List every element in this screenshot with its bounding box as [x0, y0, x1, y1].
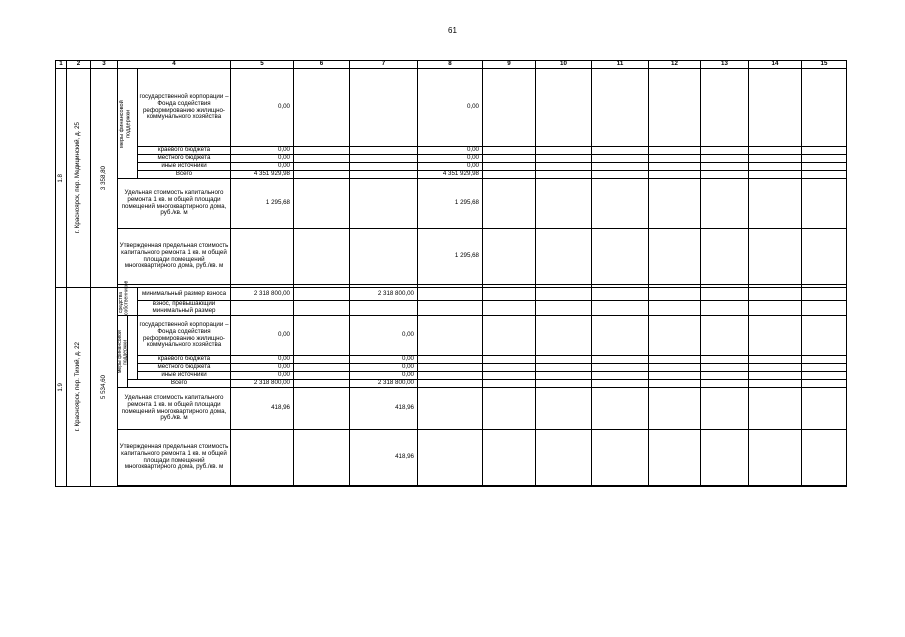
- header-col-12: 12: [649, 61, 701, 69]
- header-col-1: 1: [56, 61, 67, 69]
- table-row: Утвержденная предельная стоимость капитального ремонта 1 кв. м общей площади помещений многоквартирного дома, руб./кв. м 418,96: [56, 430, 847, 486]
- table-row: иные источники 0,00 0,00: [56, 163, 847, 171]
- table-row: иные источники 0,00 0,00: [56, 372, 847, 380]
- area: 5 534,60: [91, 288, 118, 487]
- table-row: местного бюджета 0,00 0,00: [56, 155, 847, 163]
- address: г. Красноярск, пер. Тихий, д. 22: [67, 288, 91, 487]
- unit-cost-label: Удельная стоимость капитального ремонта 1 кв. м общей площади помещений многоквартирного дома, руб./кв. м: [118, 179, 231, 229]
- regional-label: краевого бюджета: [138, 356, 231, 364]
- table-row: краевого бюджета 0,00 0,00: [56, 356, 847, 364]
- header-col-14: 14: [749, 61, 802, 69]
- area: 3 358,80: [91, 69, 118, 288]
- measures-label: меры финансовой поддержки: [118, 316, 128, 388]
- table-row: Удельная стоимость капитального ремонта 1 кв. м общей площади помещений многоквартирного дома, руб./кв. м 418,96 418,96: [56, 388, 847, 430]
- header-col-3: 3: [91, 61, 118, 69]
- total-label: Всего: [128, 380, 231, 388]
- owner-funds-label: средства собственников: [118, 288, 138, 316]
- header-col-15: 15: [802, 61, 847, 69]
- limit-cost-label: Утвержденная предельная стоимость капитального ремонта 1 кв. м общей площади помещений многоквартирного дома, руб./кв. м: [118, 430, 231, 486]
- min-contribution-label: минимальный размер взноса: [138, 288, 231, 301]
- header-col-11: 11: [592, 61, 649, 69]
- header-col-13: 13: [701, 61, 749, 69]
- unit-cost-label: Удельная стоимость капитального ремонта 1 кв. м общей площади помещений многоквартирного дома, руб./кв. м: [118, 388, 231, 430]
- header-col-5: 5: [231, 61, 294, 69]
- other-label: иные источники: [138, 163, 231, 171]
- table-row: Утвержденная предельная стоимость капитального ремонта 1 кв. м общей площади помещений многоквартирного дома, руб./кв. м 1 295,68: [56, 229, 847, 285]
- regional-label: краевого бюджета: [138, 147, 231, 155]
- limit-cost-label: Утвержденная предельная стоимость капитального ремонта 1 кв. м общей площади помещений многоквартирного дома, руб./кв. м: [118, 229, 231, 285]
- total-label: Всего: [138, 171, 231, 179]
- row-number: 1.9: [56, 288, 67, 487]
- table-row: [56, 69, 847, 147]
- cell-c8: 0,00: [418, 69, 483, 147]
- header-col-4: 4: [118, 61, 231, 69]
- other-label: иные источники: [138, 372, 231, 380]
- address: г. Красноярск, пер. Медицинский, д. 25: [67, 69, 91, 288]
- fund-corp-label: государственной корпорации – Фонда содействия реформированию жилищно-коммунального хозяйства: [138, 316, 231, 356]
- header-col-10: 10: [536, 61, 592, 69]
- header-col-2: 2: [67, 61, 91, 69]
- header-col-6: 6: [294, 61, 350, 69]
- local-label: местного бюджета: [138, 364, 231, 372]
- table-row: местного бюджета 0,00 0,00: [56, 364, 847, 372]
- local-label: местного бюджета: [138, 155, 231, 163]
- measures-label: меры финансовой поддержки: [118, 69, 138, 179]
- table-row: краевого бюджета 0,00 0,00: [56, 147, 847, 155]
- row-number: 1.8: [56, 69, 67, 288]
- header-col-9: 9: [483, 61, 536, 69]
- cell-c5: 0,00: [231, 69, 294, 147]
- table-row: Удельная стоимость капитального ремонта 1 кв. м общей площади помещений многоквартирного дома, руб./кв. м 1 295,68 1 295,68: [56, 179, 847, 229]
- repair-cost-table: [55, 60, 847, 487]
- header-col-7: 7: [350, 61, 418, 69]
- cell-c7: [350, 69, 418, 147]
- table-row: 1.9 г. Красноярск, пер. Тихий, д. 22 5 534,60 средства собственников минимальный размер взноса 2 318 800,00 2 318 800,00: [56, 288, 847, 301]
- over-min-label: взнос, превышающий минимальный размер: [138, 301, 231, 316]
- header-col-8: 8: [418, 61, 483, 69]
- header-row: [56, 61, 847, 69]
- page-number: 61: [448, 26, 457, 35]
- table-row: [56, 301, 847, 316]
- table-row: меры финансовой поддержки государственной корпорации – Фонда содействия реформированию жилищно-коммунального хозяйства 0,00 0,00: [56, 316, 847, 356]
- table-row: Всего 4 351 929,98 4 351 929,98: [56, 171, 847, 179]
- table-row: Всего 2 318 800,00 2 318 800,00: [56, 380, 847, 388]
- fund-corp-label: государственной корпорации – Фонда содействия реформированию жилищно-коммунального хозяйства: [138, 69, 231, 147]
